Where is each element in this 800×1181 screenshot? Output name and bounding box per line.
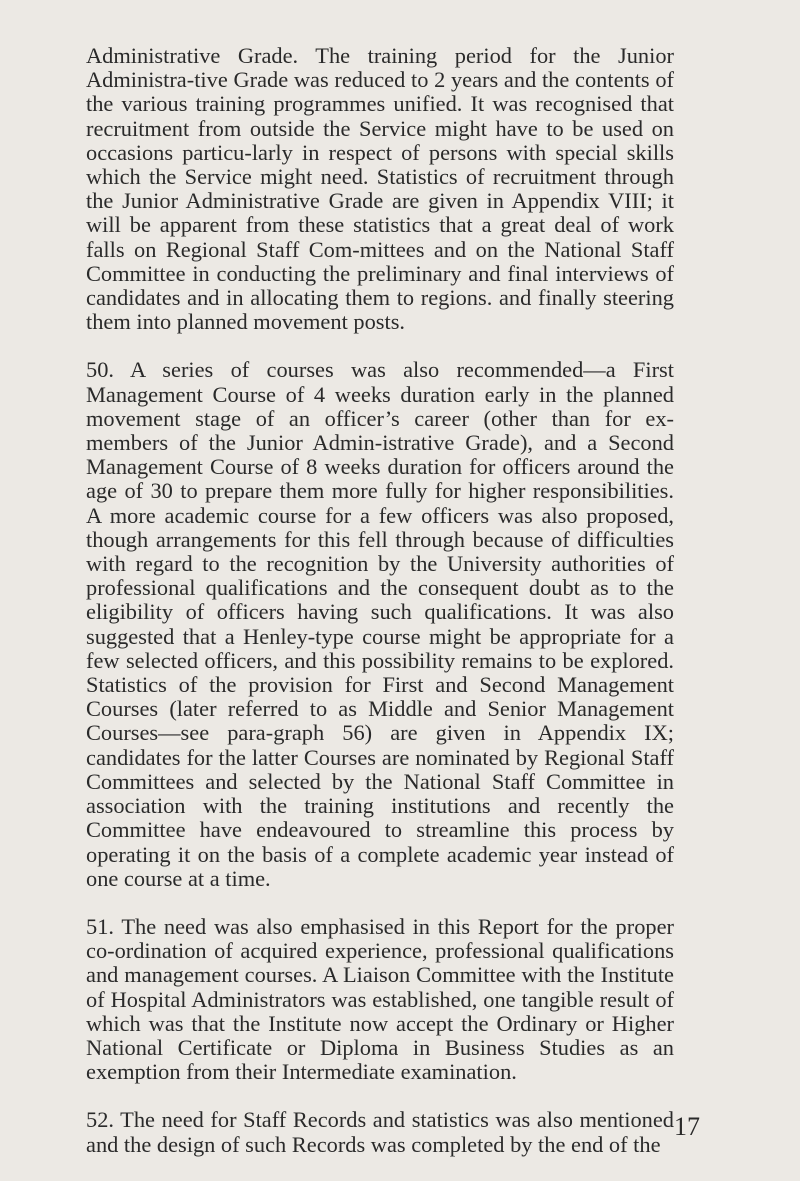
paragraph-51: 51. The need was also emphasised in this Report for the proper co-ordination of acquired experience, professional qualifications and management courses. A Liaison Committee with the Institute of Hospital Administrators was established, one tangible result of which was that the Institute now accept the Ordinary or Higher National Certificate or Diploma in Business Studies as an exemption from their Intermediate examination. — [86, 913, 674, 1085]
paragraph-52: 52. The need for Staff Records and statistics was also mentioned and the design of such Records was completed by the end of the — [86, 1107, 674, 1157]
page-number: 17 — [674, 1112, 700, 1141]
paragraph-continuation: Administrative Grade. The training period for the Junior Administra-tive Grade was reduced to 2 years and the contents of the various training programmes unified. It was recognised that recruitment from outside the Service might have to be used on occasions particu-larly in respect of persons with special skills which the Service might need. Statistics of recruitment through the Junior Administrative Grade are given in Appendix VIII; it will be apparent from these statistics that a great deal of work falls on Regional Staff Com-mittees and on the National Staff Committee in conducting the preliminary and final interviews of candidates and in allocating them to regions. and finally steering them into planned movement posts. — [86, 43, 674, 335]
body-text — [86, 44, 674, 1181]
paragraph-50: 50. A series of courses was also recommended—a First Management Course of 4 weeks duration early in the planned movement stage of an officer’s career (other than for ex-members of the Junior Admin-istrative Grade), and a Second Management Course of 8 weeks duration for officers around the age of 30 to prepare them more fully for higher responsibilities. A more academic course for a few officers was also proposed, though arrangements for this fell through because of difficulties with regard to the recognition by the University authorities of professional qualifications and the consequent doubt as to the eligibility of officers having such qualifications. It was also suggested that a Henley-type course might be appropriate for a few selected officers, and this possibility remains to be explored. Statistics of the provision for First and Second Management Courses (later referred to as Middle and Senior Management Courses—see para-graph 56) are given in Appendix IX; candidates for the latter Courses are nominated by Regional Staff Committees and selected by the National Staff Committee in association with the training institutions and recently the Committee have endeavoured to streamline this process by operating it on the basis of a complete academic year instead of one course at a time. — [86, 357, 674, 891]
